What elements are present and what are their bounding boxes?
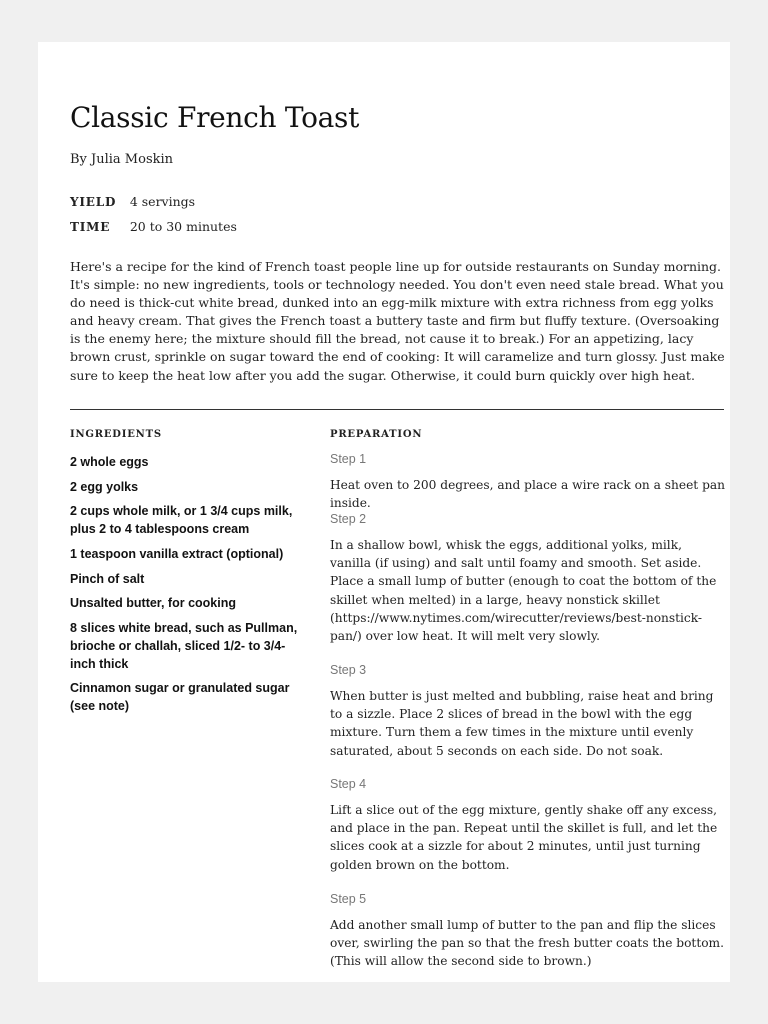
step-label: Step 1	[330, 452, 367, 466]
ingredient-item: Cinnamon sugar or granulated sugar (see note)	[70, 681, 290, 713]
ingredients-heading: INGREDIENTS	[70, 429, 162, 440]
ingredient-item: Pinch of salt	[70, 572, 145, 586]
ingredient-item: 2 egg yolks	[70, 480, 139, 494]
recipe-byline: By Julia Moskin	[70, 152, 174, 167]
ingredient-item: 2 whole eggs	[70, 455, 149, 469]
preparation-heading: PREPARATION	[330, 429, 423, 440]
time-row	[70, 219, 237, 234]
yield-row	[70, 194, 195, 209]
step-label: Step 3	[330, 663, 367, 677]
step-label: Step 2	[330, 512, 367, 526]
step-label: Step 4	[330, 777, 367, 791]
recipe-title: Classic French Toast	[70, 101, 360, 134]
ingredient-item: Unsalted butter, for cooking	[70, 596, 236, 610]
step-text: Add another small lump of butter to the pan and flip the slices over, swirling the pan so that the fresh butter coats the bottom. (This will allow the second side to brown.)	[330, 918, 724, 969]
time-value: 20 to 30 minutes	[129, 219, 237, 234]
step-text: When butter is just melted and bubbling, raise heat and bring to a sizzle. Place 2 slices of bread in the bowl with the egg mixture. Turn them a few times in the mixture until evenly saturated, about 5 seconds on each side. Do not soak.	[330, 689, 714, 758]
step-text: Lift a slice out of the egg mixture, gently shake off any excess, and place in the pan. Repeat until the skillet is full, and let the slices cook at a sizzle for about 2 minutes, until just turning golden brown on the bottom.	[330, 803, 718, 872]
time-label: TIME	[70, 220, 111, 234]
step-label: Step 5	[330, 892, 367, 906]
ingredient-item: 1 teaspoon vanilla extract (optional)	[70, 547, 284, 561]
recipe-intro: Here's a recipe for the kind of French toast people line up for outside restaurants on Sunday morning. It's simple: no new ingredients, tools or technology needed. You don't even need stale bread. What you do need is thick-cut white bread, dunked into an egg-milk mixture with extra richness from egg yolks and heavy cream. That gives the French toast a buttery taste and firm but fluffy texture. (Oversoaking is the enemy here; the mixture should fill the bread, not cause it to break.) For an appetizing, lacy brown crust, sprinkle on sugar toward the end of cooking: It will caramelize and turn glossy. Just make sure to keep the heat low after you add the sugar. Otherwise, it could burn quickly over high heat.	[70, 259, 725, 383]
section-divider	[70, 409, 724, 410]
yield-label: YIELD	[70, 195, 117, 209]
recipe-page	[38, 42, 730, 982]
yield-value: 4 servings	[129, 194, 196, 209]
step-text: In a shallow bowl, whisk the eggs, additional yolks, milk, vanilla (if using) and salt until foamy and smooth. Set aside. Place a small lump of butter (enough to coat the bottom of the skillet when melted) in a large, heavy nonstick skillet (https://www.nytimes.com/wirecutter/reviews/best-nonstick-pan/) over low heat. It will melt very slowly.	[330, 538, 717, 644]
step-text: Heat oven to 200 degrees, and place a wire rack on a sheet pan inside.	[330, 478, 725, 511]
ingredient-item: 2 cups whole milk, or 1 3/4 cups milk, plus 2 to 4 tablespoons cream	[70, 504, 293, 536]
ingredient-item: 8 slices white bread, such as Pullman, brioche or challah, sliced 1/2- to 3/4-inch thick	[70, 621, 298, 671]
